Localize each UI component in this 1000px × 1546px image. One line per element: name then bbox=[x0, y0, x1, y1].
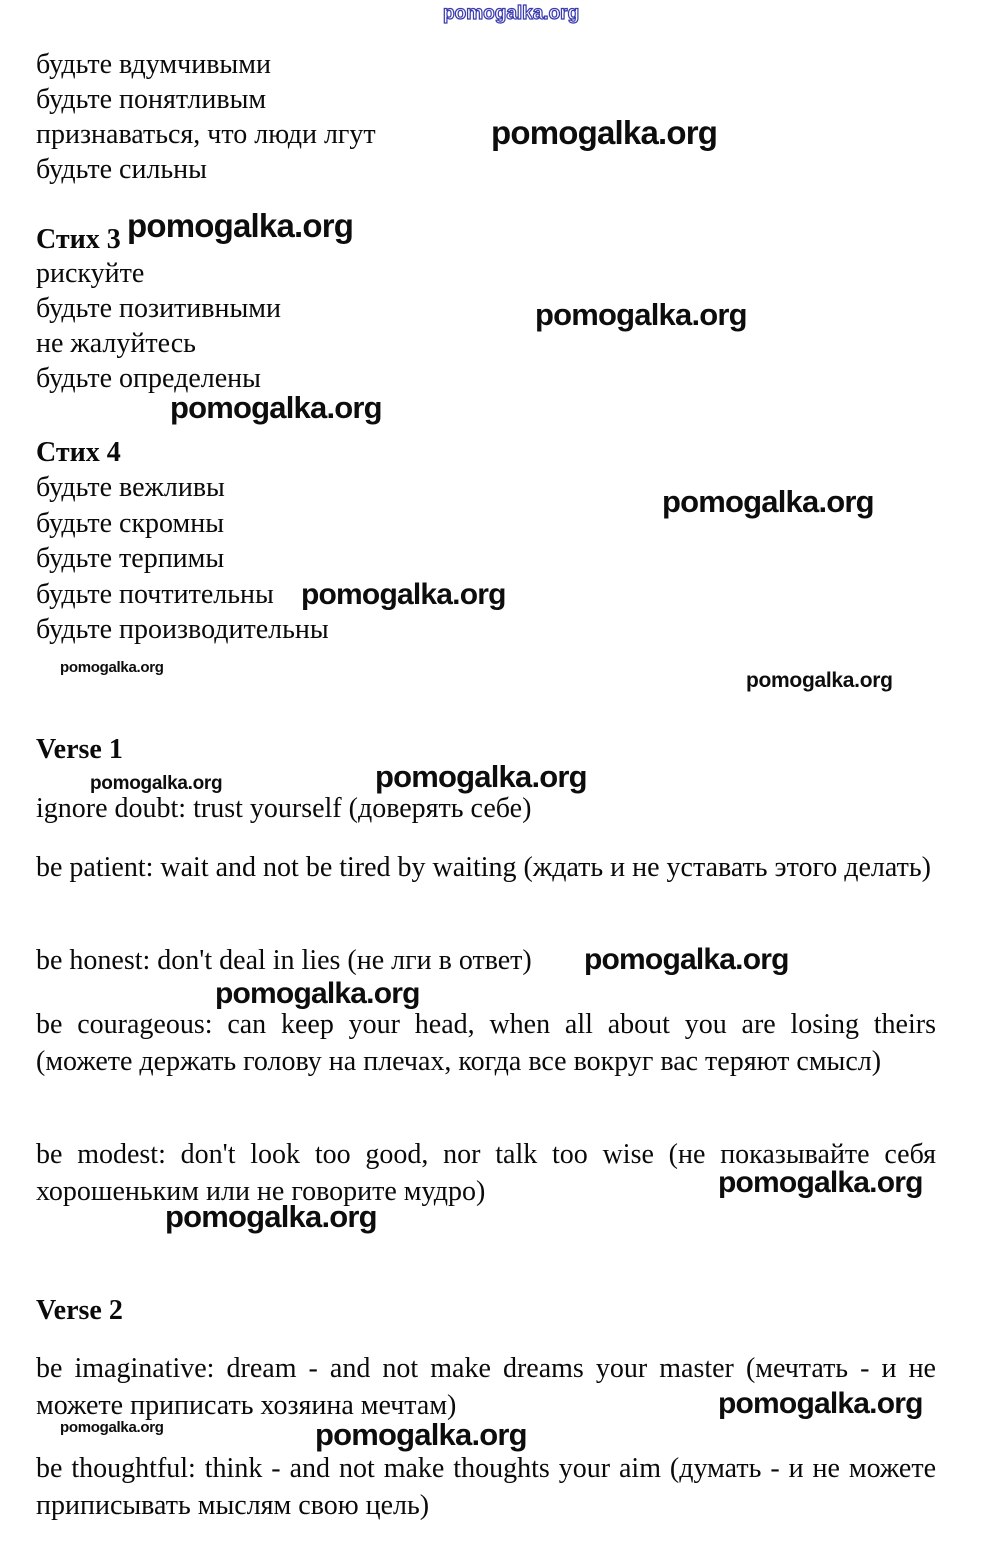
watermark: pomogalka.org bbox=[375, 759, 587, 794]
watermark: pomogalka.org bbox=[584, 943, 789, 976]
watermark-small: pomogalka.org bbox=[60, 659, 164, 676]
watermark-small: pomogalka.org bbox=[746, 669, 893, 692]
verse-2-heading: Verse 2 bbox=[36, 1295, 123, 1326]
watermark: pomogalka.org bbox=[662, 484, 874, 519]
watermark: pomogalka.org bbox=[165, 1199, 377, 1234]
stih-3-lines bbox=[36, 256, 281, 396]
stih-4-heading: Стих 4 bbox=[36, 437, 121, 468]
watermark: pomogalka.org bbox=[315, 1417, 527, 1452]
translation-line: будьте почтительны bbox=[36, 578, 274, 610]
watermark: pomogalka.org bbox=[170, 390, 382, 425]
watermark-small: pomogalka.org bbox=[90, 773, 223, 794]
watermark: pomogalka.org bbox=[535, 297, 747, 332]
verse1-paragraph-2: be patient: wait and not be tired by waiting (ждать и не уставать этого делать) bbox=[36, 852, 931, 883]
verse2-paragraph-2: be thoughtful: think - and not make thoughts your aim (думать - и не можете приписывать мыслям свою цель) bbox=[36, 1453, 936, 1521]
watermark: pomogalka.org bbox=[718, 1387, 923, 1420]
translation-line: признаваться, что люди лгут bbox=[36, 119, 376, 150]
translation-line: не жалуйтесь bbox=[36, 328, 196, 359]
watermark: pomogalka.org bbox=[127, 207, 354, 244]
intro-translation-lines bbox=[36, 47, 376, 187]
verse1-paragraph-5: be modest: don't look too good, nor talk too wise (не показывайте себя хорошеньким или не говорите мудро) bbox=[36, 1139, 936, 1207]
verse1-paragraph-4: be courageous: can keep your head, when all about you are losing theirs (можете держать голову на плечах, когда все вокруг вас теряют смысл) bbox=[36, 1009, 936, 1077]
verse1-paragraph-1: ignore doubt: trust yourself (доверять себе) bbox=[36, 793, 532, 824]
watermark-outline-top: pomogalka.org bbox=[443, 3, 580, 24]
watermark: pomogalka.org bbox=[215, 977, 420, 1010]
watermark: pomogalka.org bbox=[301, 578, 506, 611]
watermark: pomogalka.org bbox=[491, 114, 718, 151]
translation-line: будьте понятливым bbox=[36, 84, 267, 115]
translation-line: рискуйте bbox=[36, 258, 145, 289]
watermark: pomogalka.org bbox=[718, 1166, 923, 1199]
translation-line: будьте скромны bbox=[36, 507, 225, 539]
stih-3-heading: Стих 3 bbox=[36, 224, 121, 255]
translation-line: будьте терпимы bbox=[36, 543, 225, 574]
translation-line: будьте вдумчивыми bbox=[36, 49, 271, 80]
translation-line: будьте производительны bbox=[36, 614, 329, 645]
watermark-small: pomogalka.org bbox=[60, 1419, 164, 1436]
translation-line: будьте сильны bbox=[36, 154, 207, 185]
stih-4-lines bbox=[36, 470, 329, 648]
translation-line: будьте позитивными bbox=[36, 293, 281, 324]
translation-line: будьте вежливы bbox=[36, 472, 225, 503]
verse1-paragraph-3: be honest: don't deal in lies (не лги в ответ) bbox=[36, 945, 532, 976]
verse2-paragraph-1: be imaginative: dream - and not make dreams your master (мечтать - и не можете приписать хозяина мечтам) bbox=[36, 1353, 936, 1421]
verse-1-heading: Verse 1 bbox=[36, 734, 123, 765]
translation-line: будьте определены bbox=[36, 363, 261, 394]
